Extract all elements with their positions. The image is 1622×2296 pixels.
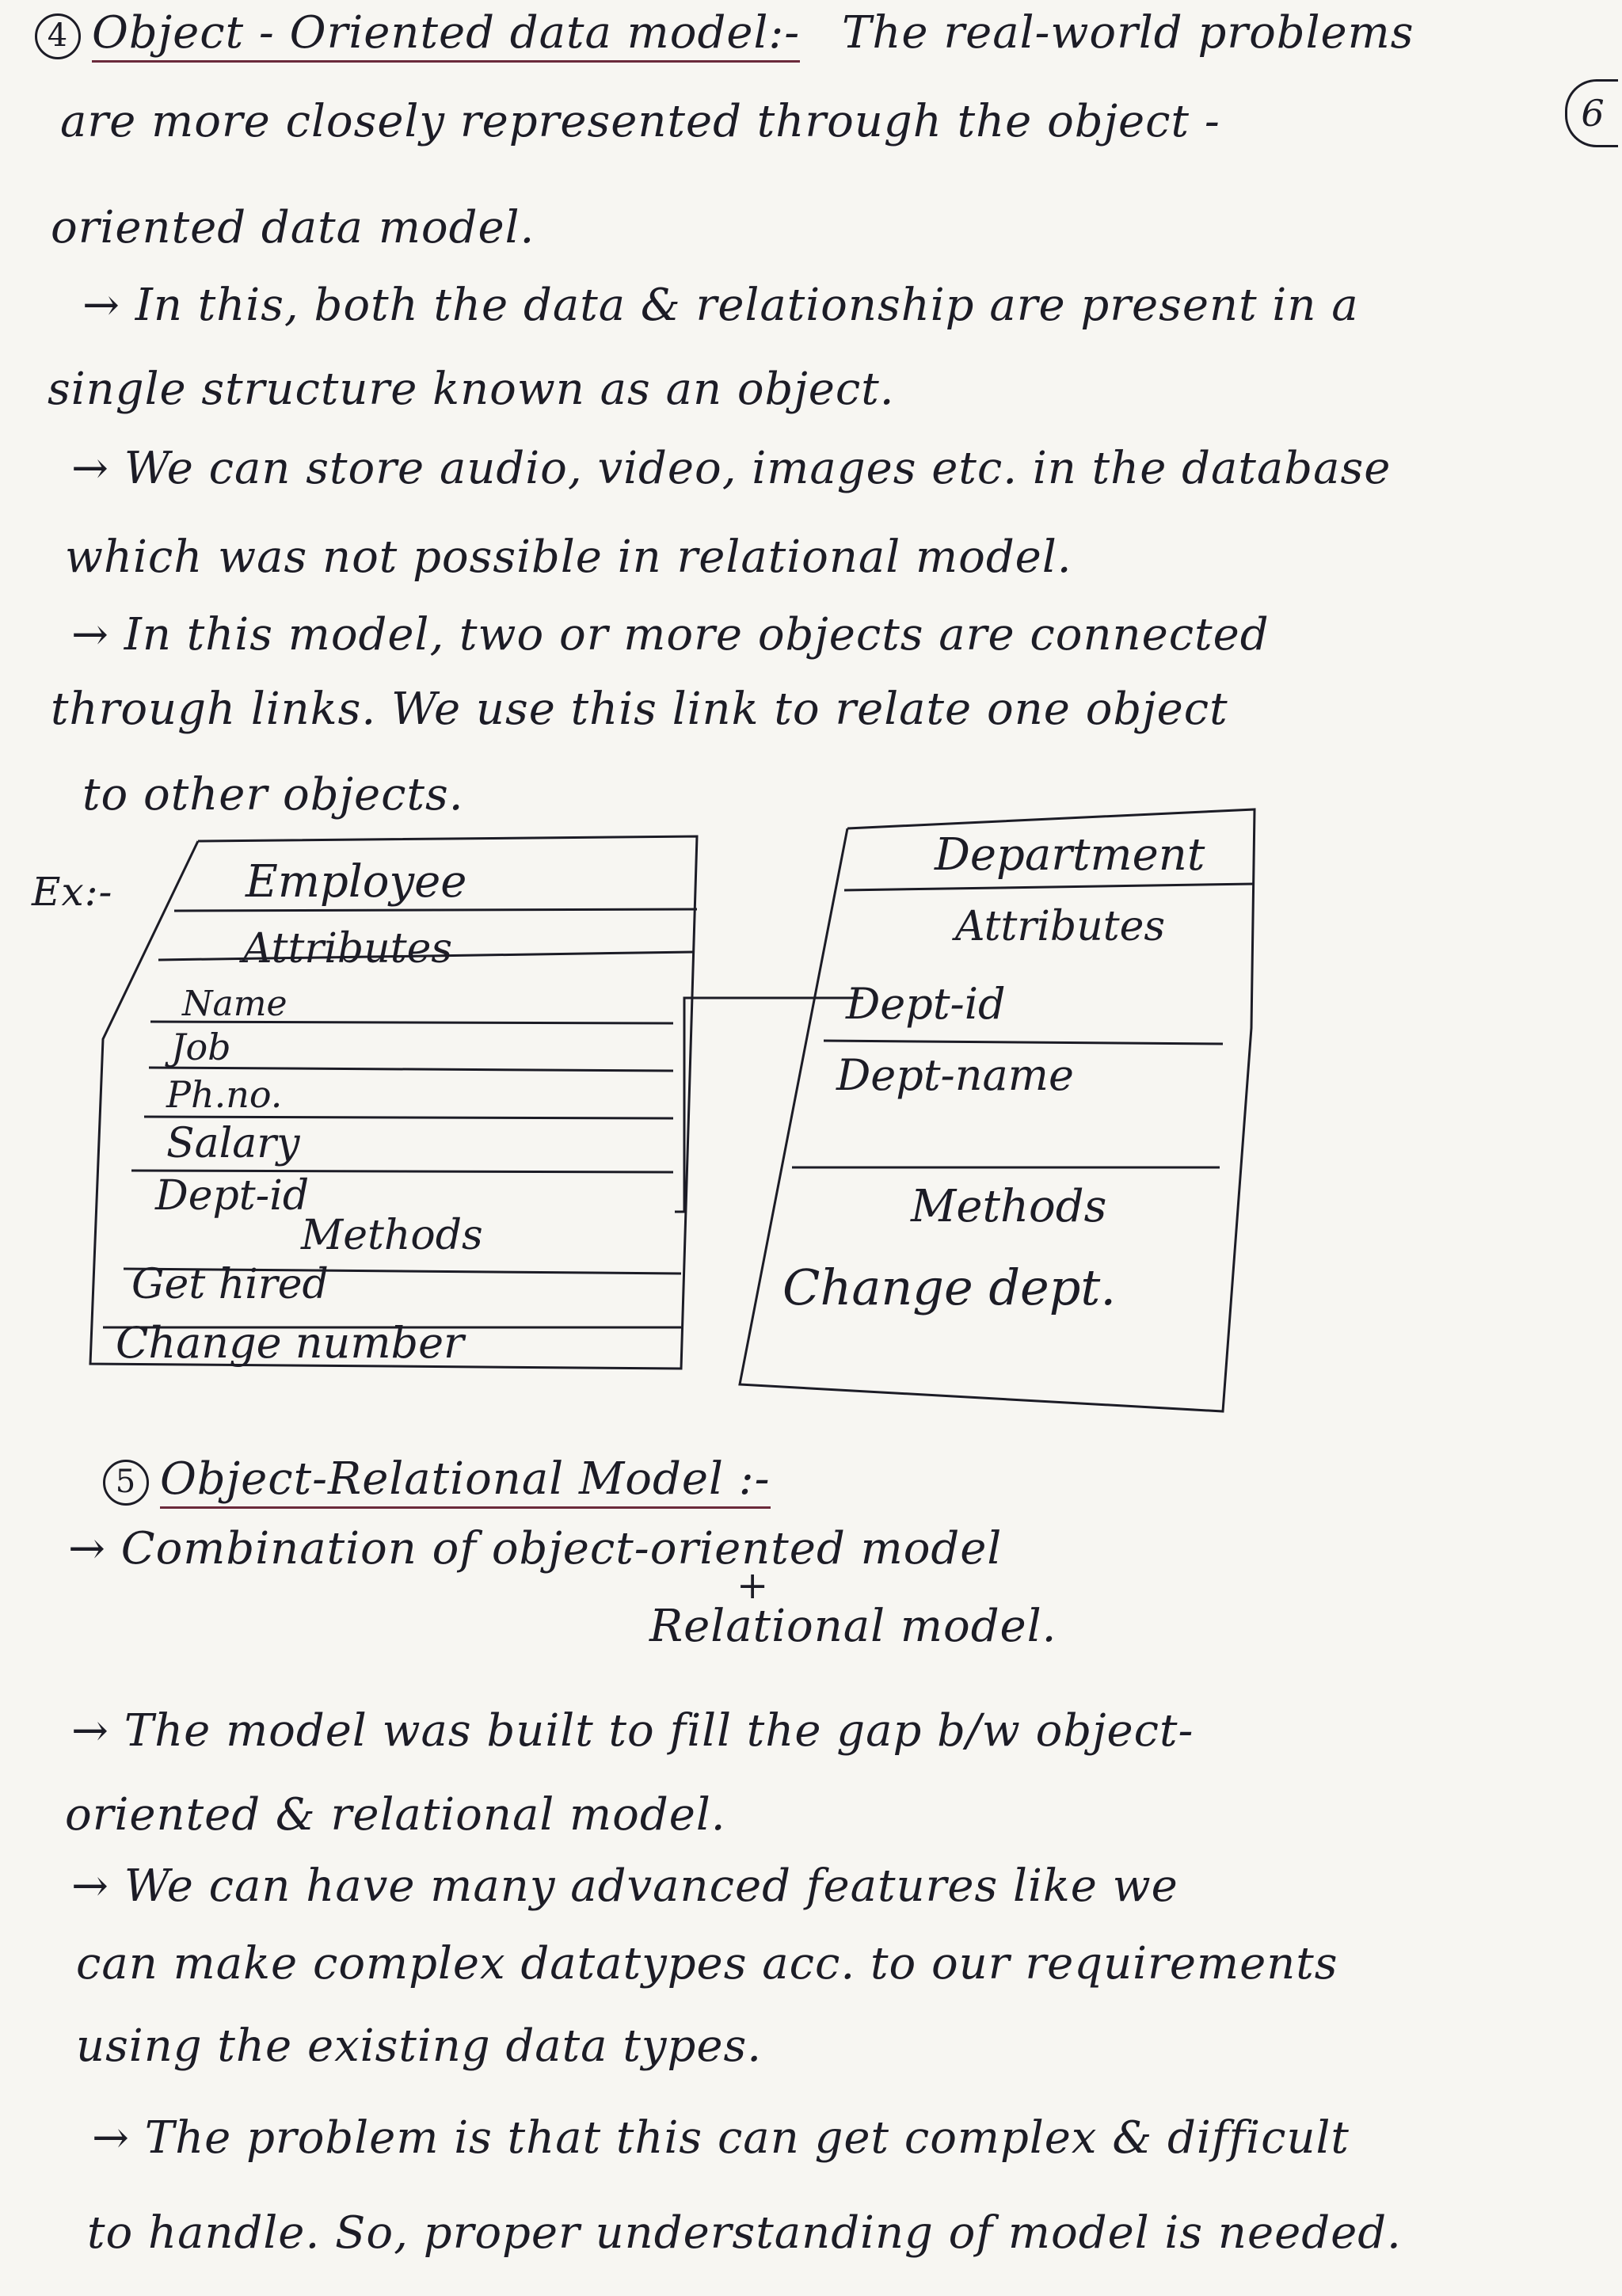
section4-line-4: single structure known as an object. [48, 364, 895, 415]
page-number: 6 [1565, 79, 1618, 147]
section5-line-7: using the existing data types. [76, 2020, 763, 2072]
employee-attributes-label: Attributes [242, 925, 453, 973]
section4-line-1: are more closely represented through the object - [60, 96, 1220, 147]
section5-line-4: oriented & relational model. [65, 1789, 726, 1841]
department-attributes-label: Attributes [955, 903, 1166, 950]
department-method-0: Change dept. [782, 1258, 1117, 1316]
department-attr-1: Dept-name [836, 1050, 1074, 1100]
section4-heading: Object - Oriented data model:- [92, 7, 800, 63]
department-methods-label: Methods [911, 1181, 1107, 1232]
section5-line-2: Relational model. [649, 1601, 1057, 1652]
employee-method-0: Get hired [131, 1261, 329, 1308]
section4-line-0: The real-world problems [841, 7, 1414, 59]
section5-heading: Object-Relational Model :- [160, 1453, 771, 1509]
section4-line-3: → In this, both the data & relationship are present in a [82, 280, 1359, 331]
department-box-outline [729, 805, 1267, 1415]
department-class-box [729, 805, 1267, 1415]
section5-line-3: → The model was built to fill the gap b/w object- [71, 1705, 1194, 1757]
section5-line-9: to handle. So, proper understanding of model is needed. [87, 2207, 1402, 2259]
section5-heading-line [103, 1451, 771, 1508]
employee-attr-3: Salary [166, 1120, 300, 1167]
section4-heading-line [35, 5, 1414, 62]
section5-line-6: can make complex datatypes acc. to our requirements [76, 1938, 1338, 1989]
section5-line-1: → Combination of object-oriented model [68, 1523, 1003, 1574]
employee-title: Employee [246, 856, 467, 908]
employee-attr-2: Ph.no. [166, 1073, 283, 1116]
section4-line-7: → In this model, two or more objects are connected [71, 609, 1270, 661]
example-label: Ex:- [32, 869, 113, 915]
department-title: Department [935, 829, 1205, 881]
section4-line-6: which was not possible in relational model. [65, 531, 1072, 583]
section4-line-5: → We can store audio, video, images etc. in the database [71, 443, 1392, 494]
department-attr-0: Dept-id [846, 979, 1006, 1029]
section4-line-9: to other objects. [82, 769, 464, 821]
section4-line-2: oriented data model. [51, 202, 535, 253]
section5-plus: + [737, 1563, 770, 1608]
employee-methods-label: Methods [301, 1212, 483, 1259]
employee-method-1: Change number [116, 1318, 464, 1368]
section5-line-5: → We can have many advanced features like we [71, 1860, 1178, 1912]
section4-line-8: through links. We use this link to relate one object [51, 683, 1228, 735]
employee-attr-4: Dept-id [155, 1172, 310, 1220]
section4-number: 4 [35, 13, 81, 59]
section5-line-8: → The problem is that this can get complex & difficult [92, 2112, 1350, 2164]
section5-number: 5 [103, 1460, 149, 1506]
employee-attr-1: Job [171, 1026, 231, 1068]
employee-class-box [87, 833, 703, 1372]
employee-attr-0: Name [182, 984, 287, 1024]
